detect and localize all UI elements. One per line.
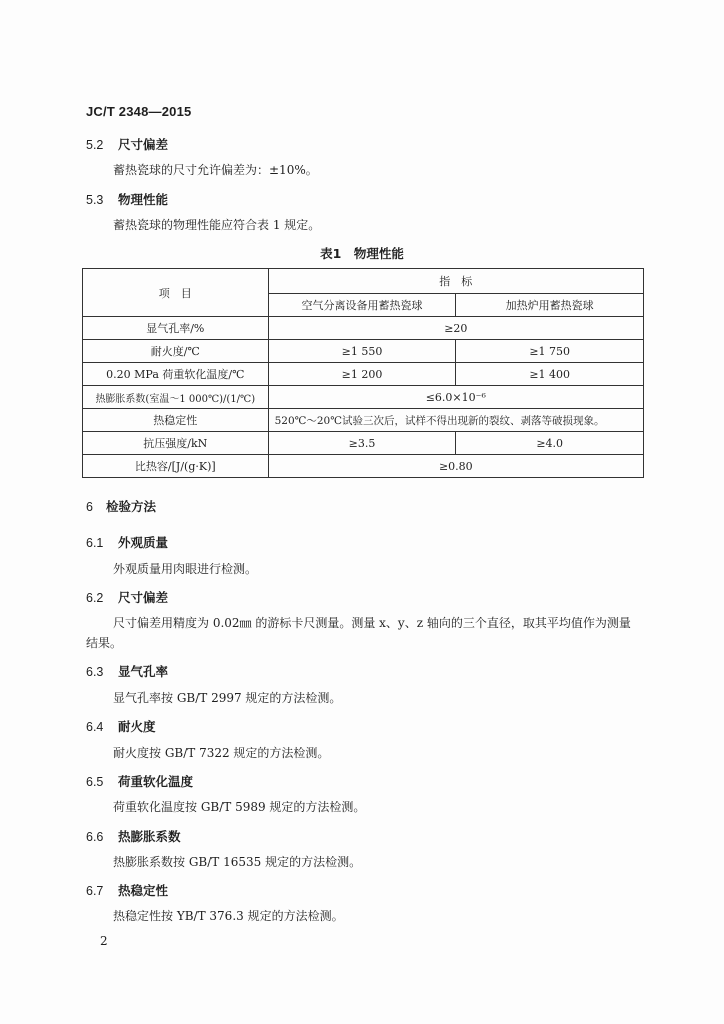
table-row xyxy=(83,363,644,386)
section-number: 6 xyxy=(86,500,93,514)
table-row xyxy=(83,317,644,340)
row-value-col1: ≥1 200 xyxy=(268,363,456,386)
header-col-air-separation: 空气分离设备用蓄热瓷球 xyxy=(268,294,456,317)
section-number: 5.3 xyxy=(86,193,104,207)
section-6-1-body: 外观质量用肉眼进行检测。 xyxy=(113,562,258,576)
row-value-col1: ≥1 550 xyxy=(268,340,456,363)
section-title: 热稳定性 xyxy=(118,883,169,898)
row-value-col2: ≥4.0 xyxy=(456,432,644,455)
standard-code-header: JC/T 2348—2015 xyxy=(86,104,192,119)
table-row xyxy=(83,409,644,432)
row-value-col2: ≥1 750 xyxy=(456,340,644,363)
section-number: 5.2 xyxy=(86,138,104,152)
row-value-col1: ≥3.5 xyxy=(268,432,456,455)
row-item: 热膨胀系数(室温～1 000℃)/(1/℃) xyxy=(83,386,269,409)
header-item: 项 目 xyxy=(83,269,269,317)
row-item: 热稳定性 xyxy=(83,409,269,432)
section-number: 6.1 xyxy=(86,536,104,550)
row-value-col2: ≥1 400 xyxy=(456,363,644,386)
row-item: 耐火度/℃ xyxy=(83,340,269,363)
section-title: 检验方法 xyxy=(106,499,157,514)
section-number: 6.4 xyxy=(86,720,104,734)
section-5-3-heading xyxy=(86,190,168,208)
section-title: 物理性能 xyxy=(118,192,169,207)
section-6-7-heading xyxy=(86,881,168,899)
header-col-heating-furnace: 加热炉用蓄热瓷球 xyxy=(456,294,644,317)
section-6-7-body: 热稳定性按 YB/T 376.3 规定的方法检测。 xyxy=(113,909,344,923)
page-number: 2 xyxy=(100,934,108,948)
section-5-2-heading xyxy=(86,135,168,153)
section-6-5-body: 荷重软化温度按 GB/T 5989 规定的方法检测。 xyxy=(113,800,366,814)
row-value: 520℃～20℃试验三次后，试样不得出现新的裂纹、剥落等破损现象。 xyxy=(268,409,643,432)
section-6-4-heading xyxy=(86,717,156,735)
section-title: 荷重软化温度 xyxy=(118,774,194,789)
section-title: 尺寸偏差 xyxy=(118,137,169,152)
table-row xyxy=(83,386,644,409)
section-6-2-heading xyxy=(86,588,168,606)
row-value: ≥20 xyxy=(268,317,643,340)
table-header-row xyxy=(83,269,644,294)
row-item: 显气孔率/% xyxy=(83,317,269,340)
section-6-6-heading xyxy=(86,827,181,845)
table-row xyxy=(83,340,644,363)
section-title: 尺寸偏差 xyxy=(118,590,169,605)
section-number: 6.7 xyxy=(86,884,104,898)
table-caption: 表1 物理性能 xyxy=(320,246,404,261)
section-6-3-heading xyxy=(86,662,168,680)
table-row xyxy=(83,455,644,478)
table-row xyxy=(83,432,644,455)
section-number: 6.3 xyxy=(86,665,104,679)
section-6-3-body: 显气孔率按 GB/T 2997 规定的方法检测。 xyxy=(113,691,342,705)
section-5-2-body: 蓄热瓷球的尺寸允许偏差为：±10%。 xyxy=(113,163,318,177)
section-6-1-heading xyxy=(86,533,168,551)
section-6-2-body: 尺寸偏差用精度为 0.02㎜ 的游标卡尺测量。测量 x、y、z 轴向的三个直径，取其平均值作为测量结果。 xyxy=(86,616,631,650)
physical-properties-table xyxy=(82,268,644,478)
section-5-3-body: 蓄热瓷球的物理性能应符合表 1 规定。 xyxy=(113,218,321,232)
section-number: 6.6 xyxy=(86,830,104,844)
section-title: 耐火度 xyxy=(118,719,156,734)
section-title: 热膨胀系数 xyxy=(118,829,181,844)
section-6-heading xyxy=(86,497,156,515)
row-value: ≥0.80 xyxy=(268,455,643,478)
section-6-6-body: 热膨胀系数按 GB/T 16535 规定的方法检测。 xyxy=(113,855,362,869)
section-6-4-body: 耐火度按 GB/T 7322 规定的方法检测。 xyxy=(113,746,330,760)
row-item: 抗压强度/kN xyxy=(83,432,269,455)
section-title: 外观质量 xyxy=(118,535,169,550)
section-number: 6.2 xyxy=(86,591,104,605)
section-number: 6.5 xyxy=(86,775,104,789)
header-index: 指 标 xyxy=(268,269,643,294)
row-value: ≤6.0×10⁻⁶ xyxy=(268,386,643,409)
row-item: 0.20 MPa 荷重软化温度/℃ xyxy=(83,363,269,386)
section-title: 显气孔率 xyxy=(118,664,169,679)
section-6-5-heading xyxy=(86,772,193,790)
row-item: 比热容/[J/(g·K)] xyxy=(83,455,269,478)
